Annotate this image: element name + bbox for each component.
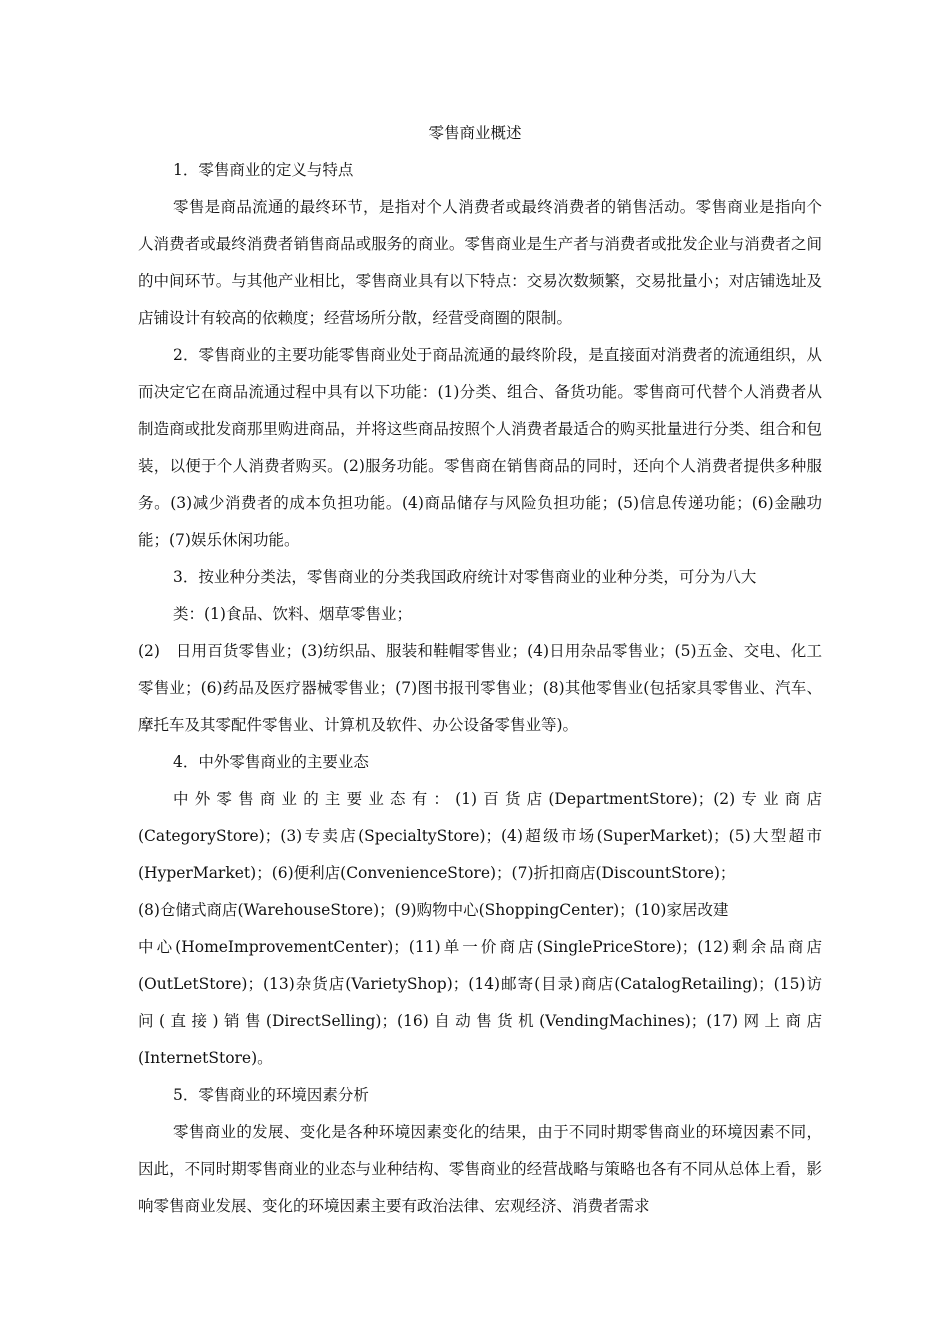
paragraph-formats-part-2: (8)仓储式商店(WarehouseStore)；(9)购物中心(ShoppingCenter)；(10)家居改建 [138,901,729,919]
document-title: 零售商业概述 [428,124,522,142]
section-heading-4: 4．中外零售商业的主要业态 [173,753,369,771]
paragraph-definition: 零售是商品流通的最终环节，是指对个人消费者或最终消费者的销售活动。零售商业是指向个人消费者或最终消费者销售商品或服务的商业。零售商业是生产者与消费者或批发企业与消费者之间的中间环节。与其他产业相比，零售商业具有以下特点：交易次数频繁，交易批量小；对店铺选址及店铺设计有较高的依赖度；经营场所分散，经营受商圈的限制。 [138,198,822,327]
paragraph-classification-intro: 3．按业种分类法，零售商业的分类我国政府统计对零售商业的业种分类，可分为八大 [173,568,757,586]
section-heading-5: 5．零售商业的环境因素分析 [173,1086,369,1104]
paragraph-formats-part-3: 中心(HomeImprovementCenter)；(11)单一价商店(SinglePriceStore)；(12)剩余品商店(OutLetStore)；(13)杂货店(VarietyShop)；(14)邮寄(目录)商店(CatalogRetailing)；(15)访问(直接)销售(DirectSelling)；(16)自动售货机(VendingMachines)；(17)网上商店(InternetStore)。 [138,938,822,1067]
paragraph-classification-item-1: 类：(1)食品、饮料、烟草零售业； [173,605,412,623]
paragraph-environment: 零售商业的发展、变化是各种环境因素变化的结果，由于不同时期零售商业的环境因素不同，因此，不同时期零售商业的业态与业种结构、零售商业的经营战略与策略也各有不同从总体上看，影响零售商业发展、变化的环境因素主要有政治法律、宏观经济、消费者需求 [138,1123,822,1215]
paragraph-formats-part-1: 中外零售商业的主要业态有：(1)百货店(DepartmentStore)；(2)专业商店(CategoryStore)；(3)专卖店(SpecialtyStore)；(4)超级市场(SuperMarket)；(5)大型超市(HyperMarket)；(6)便利店(ConvenienceStore)；(7)折扣商店(DiscountStore)； [138,790,822,882]
paragraph-functions: 2．零售商业的主要功能零售商业处于商品流通的最终阶段，是直接面对消费者的流通组织，从而决定它在商品流通过程中具有以下功能：(1)分类、组合、备货功能。零售商可代替个人消费者从制造商或批发商那里购进商品，并将这些商品按照个人消费者最适合的购买批量进行分类、组合和包装，以便于个人消费者购买。(2)服务功能。零售商在销售商品的同时，还向个人消费者提供多种服务。(3)减少消费者的成本负担功能。(4)商品储存与风险负担功能；(5)信息传递功能；(6)金融功能；(7)娱乐休闲功能。 [138,346,822,549]
document-body [138,152,822,1225]
section-heading-1: 1．零售商业的定义与特点 [173,161,354,179]
paragraph-classification-items: (2) 日用百货零售业；(3)纺织品、服装和鞋帽零售业；(4)日用杂品零售业；(5)五金、交电、化工零售业；(6)药品及医疗器械零售业；(7)图书报刊零售业；(8)其他零售业(包括家具零售业、汽车、摩托车及其零配件零售业、计算机及软件、办公设备零售业等)。 [138,642,822,734]
